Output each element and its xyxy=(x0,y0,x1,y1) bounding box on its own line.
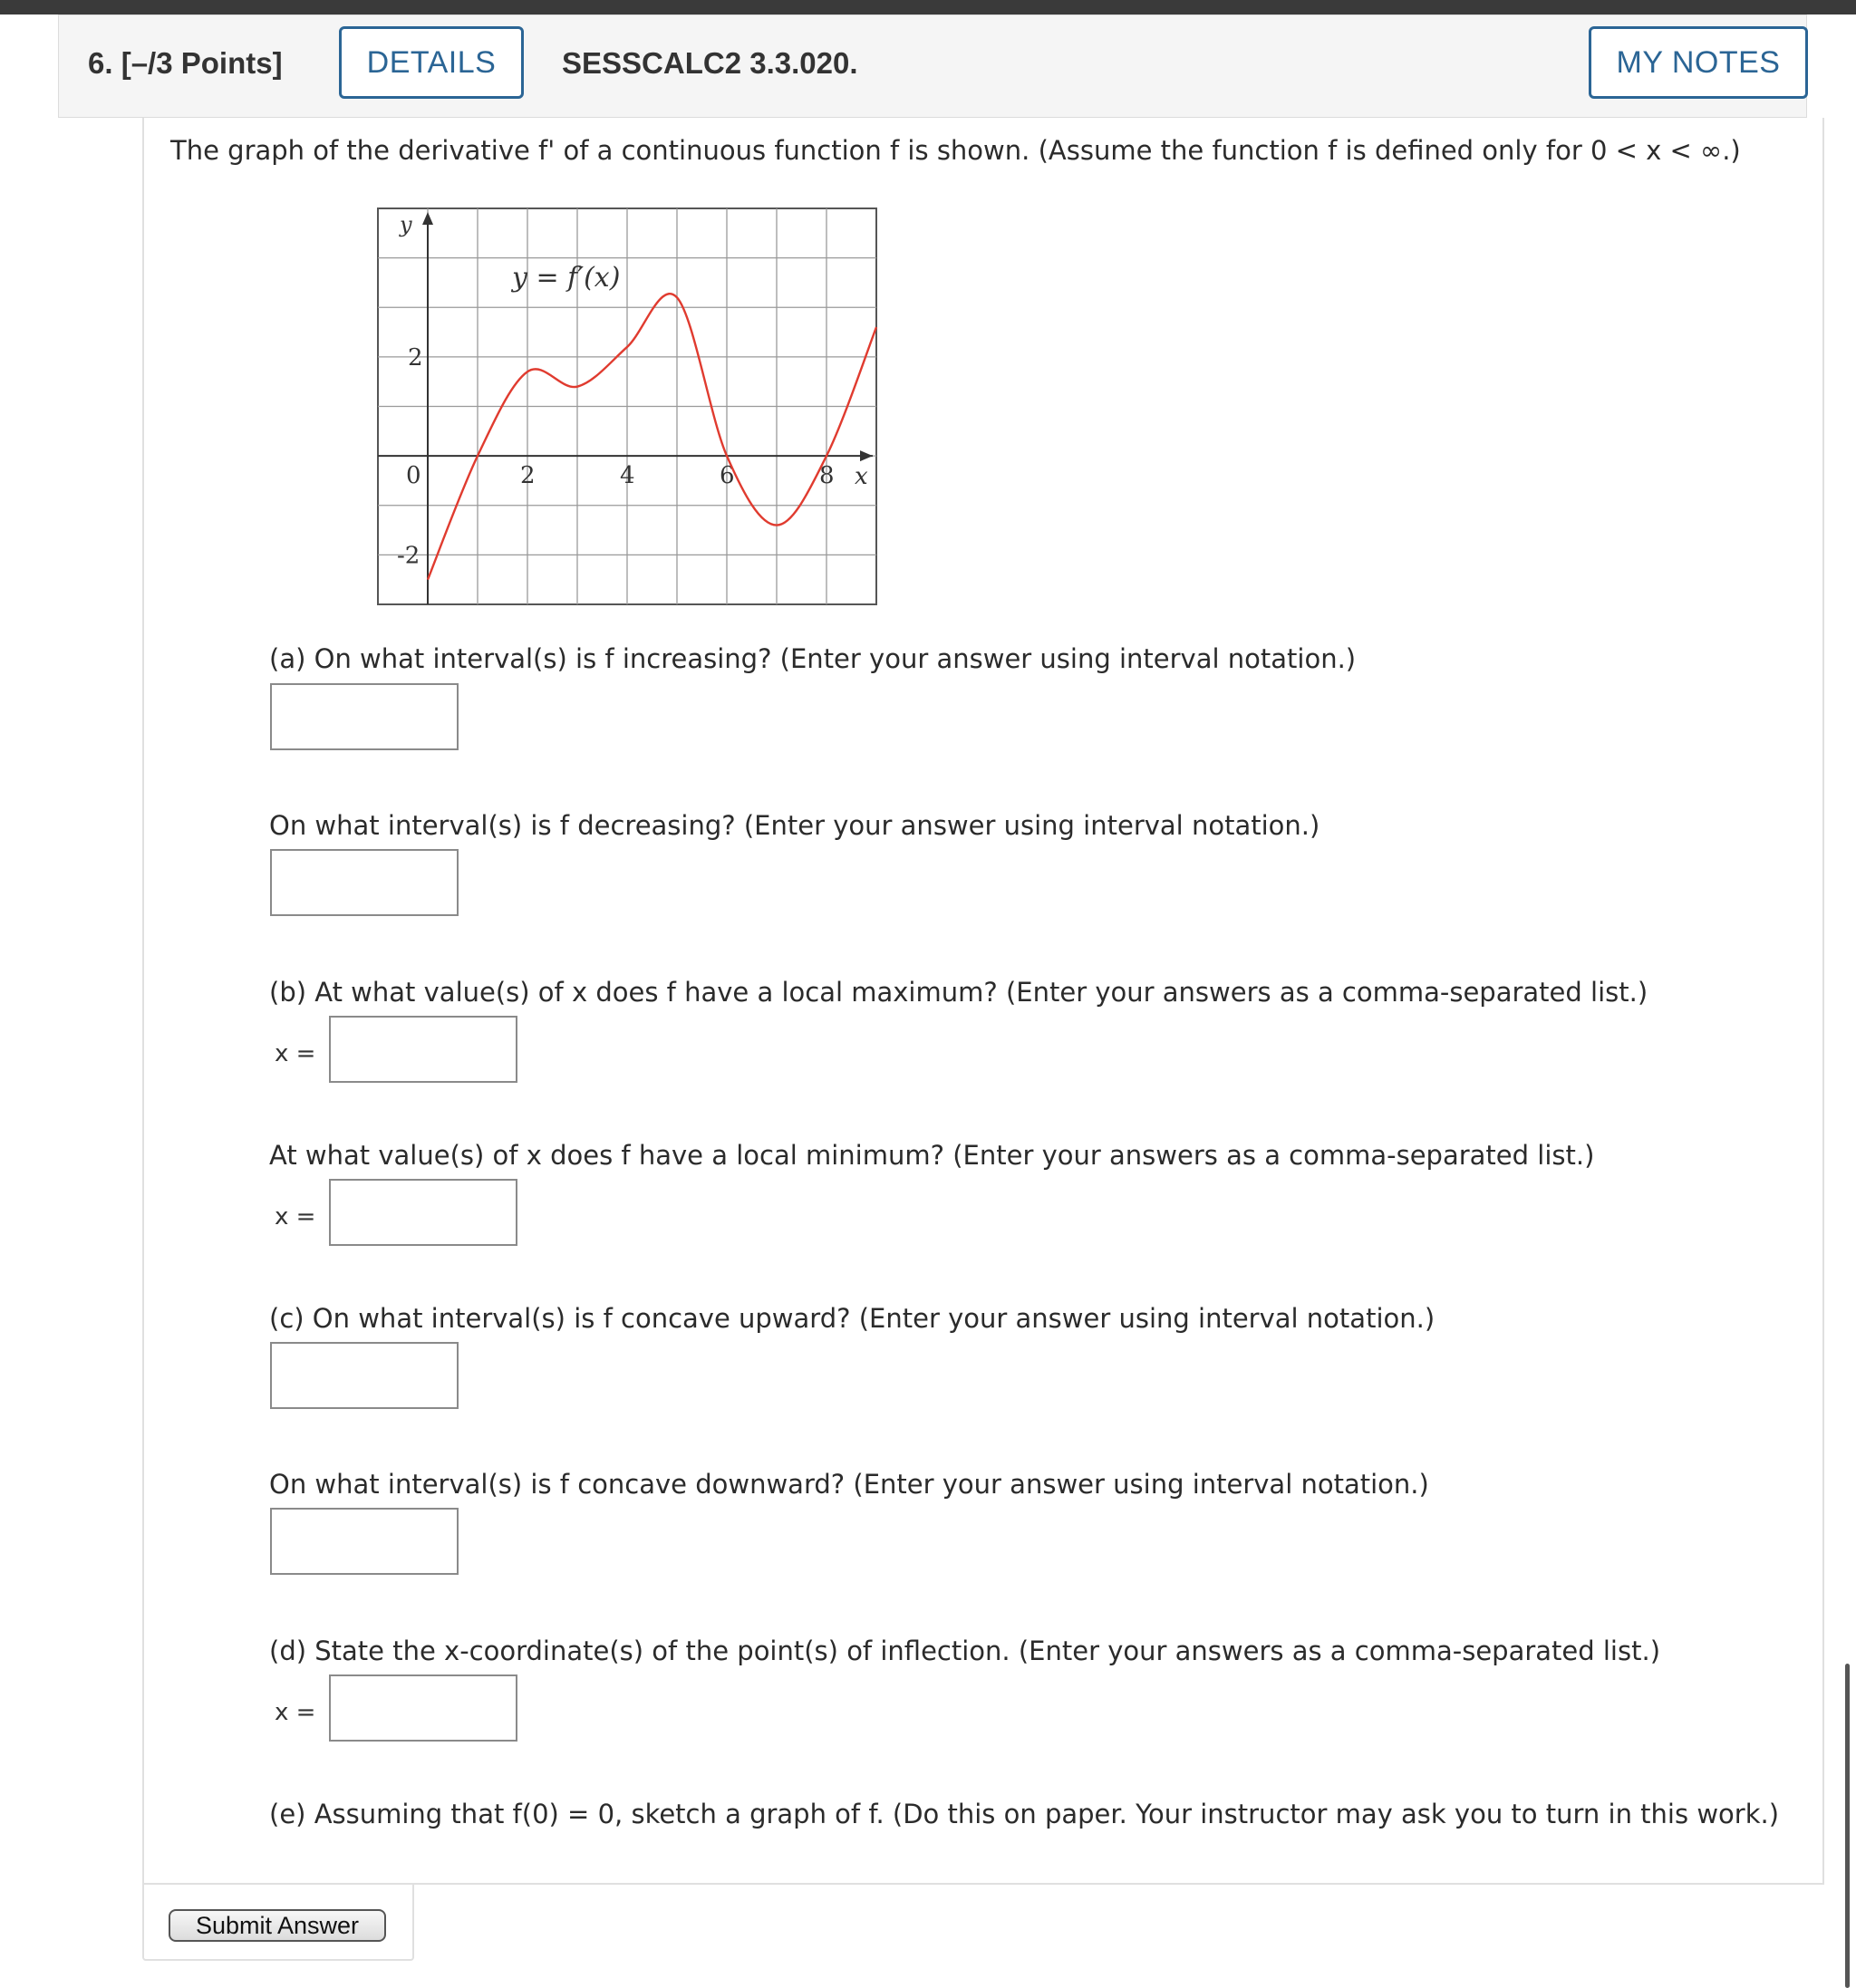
y-axis-label: y xyxy=(400,212,412,237)
question-intro: The graph of the derivative f' of a continuous function f is shown. (Assume the function f is defined only for 0 < x < ∞.) xyxy=(170,135,1741,166)
top-bar xyxy=(0,0,1856,14)
scrollbar[interactable] xyxy=(1845,1664,1850,1988)
answer-c-down[interactable] xyxy=(270,1508,459,1575)
x-tick-label: 6 xyxy=(720,462,735,490)
details-button[interactable]: DETAILS xyxy=(339,26,524,99)
question-b-min: At what value(s) of x does f have a local minimum? (Enter your answers as a comma-separated list.) xyxy=(269,1140,1595,1171)
question-b-max: (b) At what value(s) of x does f have a local maximum? (Enter your answers as a comma-separated list.) xyxy=(269,977,1648,1008)
question-header xyxy=(58,14,1807,118)
x-tick-label: 0 xyxy=(406,462,421,490)
x-axis-label: x xyxy=(855,463,868,490)
answer-b-min[interactable] xyxy=(329,1179,517,1246)
question-d-inflection: (d) State the x-coordinate(s) of the point(s) of inflection. (Enter your answers as a comma-separated list.) xyxy=(269,1636,1661,1666)
question-c-down: On what interval(s) is f concave downward? (Enter your answer using interval notation.) xyxy=(269,1469,1429,1500)
derivative-graph xyxy=(376,207,879,607)
x-tick-label: 4 xyxy=(620,462,635,490)
chart-title: y = f′(x) xyxy=(512,262,621,294)
problem-code: SESSCALC2 3.3.020. xyxy=(562,46,858,80)
question-a-increasing: (a) On what interval(s) is f increasing? (Enter your answer using interval notation.) xyxy=(269,643,1357,674)
answer-a-increasing[interactable] xyxy=(270,683,459,750)
x-equals-label-min: x = xyxy=(275,1203,316,1230)
answer-c-up[interactable] xyxy=(270,1342,459,1409)
y-tick-label: -2 xyxy=(397,542,420,570)
x-tick-label: 8 xyxy=(819,462,835,490)
question-c-up: (c) On what interval(s) is f concave upward? (Enter your answer using interval notation.) xyxy=(269,1303,1436,1334)
x-equals-label-inflection: x = xyxy=(275,1699,316,1726)
submit-answer-button[interactable]: Submit Answer xyxy=(169,1909,386,1942)
question-a-decreasing: On what interval(s) is f decreasing? (Enter your answer using interval notation.) xyxy=(269,810,1320,841)
x-equals-label-max: x = xyxy=(275,1040,316,1067)
answer-a-decreasing[interactable] xyxy=(270,849,459,916)
my-notes-button[interactable]: MY NOTES xyxy=(1589,26,1808,99)
question-number-points: 6. [–/3 Points] xyxy=(88,46,283,80)
answer-b-max[interactable] xyxy=(329,1016,517,1083)
y-tick-label: 2 xyxy=(408,343,423,372)
answer-d-inflection[interactable] xyxy=(329,1674,517,1742)
x-tick-label: 2 xyxy=(520,462,536,490)
question-e-sketch: (e) Assuming that f(0) = 0, sketch a graph of f. (Do this on paper. Your instructor may ask you to turn in this work.) xyxy=(269,1799,1780,1829)
